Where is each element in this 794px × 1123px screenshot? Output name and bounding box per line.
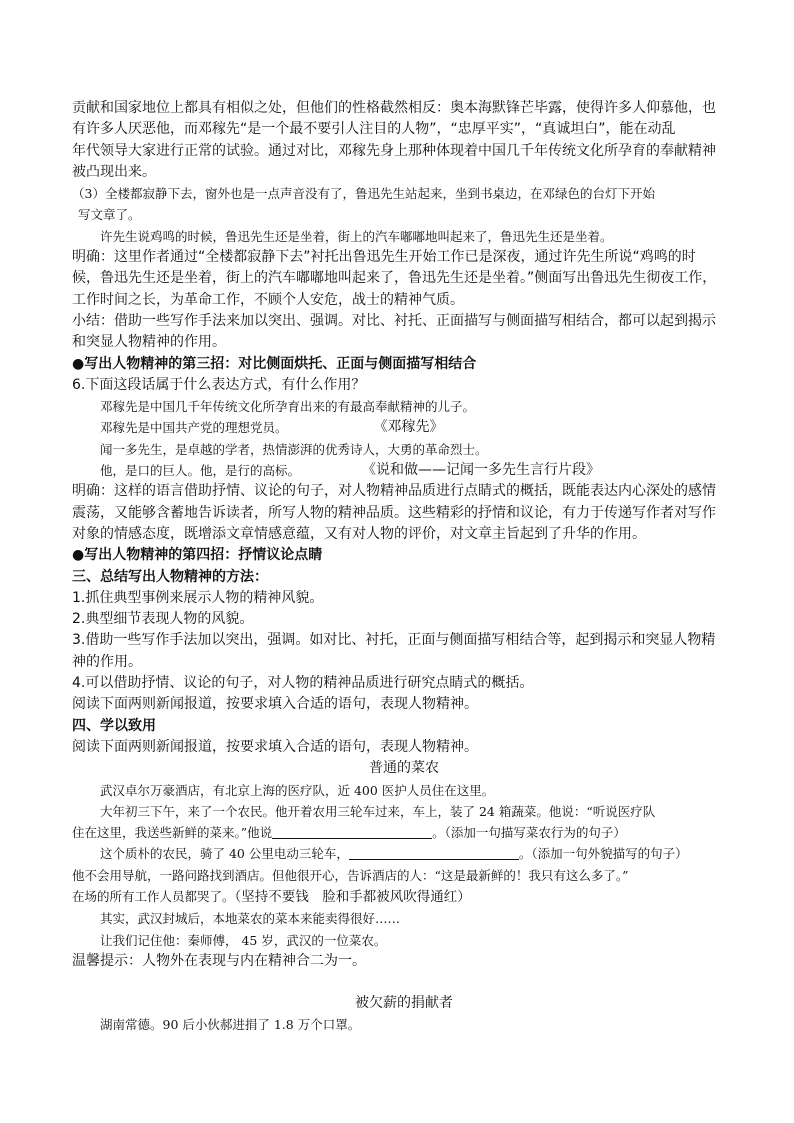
paragraph: 贡献和国家地位上都具有相似之处，但他们的性格截然相反：奥本海默锋芒毕露，使得许多人仰慕他，也 (72, 100, 716, 116)
answer-hint: （坚持不要钱 脸和手都被风吹得通红） (234, 888, 471, 905)
quote-row (72, 417, 736, 438)
quote-text: 他，是口的巨人。他，是行的高标。 (100, 463, 301, 479)
paragraph: 阅读下面两则新闻报道，按要求填入合适的语句，表现人物精神。 (72, 696, 478, 713)
paragraph: 明确：这里作者通过“全楼都寂静下去”衬托出鲁迅先生开始工作已是深夜，通过许先生所说“鸡鸣的时 (72, 249, 696, 266)
article-text: 。（添加一句外貌描写的句子） (518, 846, 688, 862)
list-item: 神的作用。 (72, 653, 142, 670)
question: 6.下面这段话属于什么表达方式，有什么作用？ (72, 376, 366, 393)
fill-in-blank[interactable] (272, 824, 432, 839)
paragraph: 年代领导大家进行正常的试验。通过对比，邓稼先身上那种体现着中国几千年传统文化所孕育的奉献精神 (72, 142, 716, 159)
quote-text: 邓稼先是中国几千年传统文化所孕育出来的有最高奉献精神的儿子。 (100, 399, 476, 415)
article-text: 在场的所有工作人员都哭了。 (72, 888, 235, 904)
list-item: 1.抓住典型事例来展示人物的精神风貌。 (72, 589, 324, 606)
paragraph: 明确：这样的语言借助抒情、议论的句子，对人物精神品质进行点睛式的概括，既能表达内心深处的感情 (72, 483, 716, 500)
article-text: 大年初三下午，来了一个农民。他开着农用三轮车过来，车上，装了 24 箱蔬菜。他说：“听说医疗队 (100, 803, 656, 819)
source-title: 《说和做——记闻一多先生言行片段》 (362, 462, 601, 479)
document-page (72, 98, 736, 1036)
article-text: 让我们记住他：秦师傅， 45 岁，武汉的一位菜农。 (100, 932, 387, 948)
paragraph: 候，鲁迅先生还是坐着，街上的汽车嘟嘟地叫起来了，鲁迅先生还是坐着。”侧面写出鲁迅先生彻夜工作， (72, 270, 717, 287)
quote-row (72, 460, 736, 481)
article-text (72, 843, 736, 864)
section-heading: 四、学以致用 (72, 717, 156, 734)
article-text (72, 886, 736, 908)
article-text: 武汉卓尔万豪酒店，有北京上海的医疗队，近 400 医护人员住在这里。 (100, 782, 495, 798)
section-heading: 三、总结写出人物精神的方法： (72, 568, 268, 585)
source-title: 《邓稼先》 (373, 419, 444, 436)
summary: 小结：借助一些写作手法来加以突出、强调。对比、衬托、正面描写与侧面描写相结合，都可以起到揭示 (72, 312, 716, 329)
fill-in-blank[interactable] (349, 845, 519, 860)
list-item: 2.典型细节表现人物的风貌。 (72, 611, 254, 628)
quote-text: 许先生说鸡鸣的时候，鲁迅先生还是坐着，街上的汽车嘟嘟地叫起来了，鲁迅先生还是坐着。 (100, 228, 613, 244)
spacer (72, 972, 736, 993)
section-heading: ●写出人物精神的第四招：抒情议论点睛 (72, 547, 323, 564)
list-item: 3.借助一些写作手法加以突出，强调。如对比、衬托，正面与侧面描写相结合等，起到揭示和突显人物精 (72, 632, 716, 649)
paragraph: 工作时间之长，为革命工作，不顾个人安危，战士的精神气质。 (72, 291, 464, 308)
article-text: 住在这里，我送些新鲜的菜来。”他说 (72, 825, 273, 841)
article-text: 他不会用导航，一路问路找到酒店。但他很开心，告诉酒店的人：“这是最新鲜的！我只有这么多了。” (72, 867, 629, 883)
summary: 和突显人物精神的作用。 (72, 334, 226, 351)
tip: 温馨提示：人物外在表现与内在精神合二为一。 (72, 952, 366, 969)
quote-text: （3）全楼都寂静下去，窗外也是一点声音没有了，鲁迅先生站起来，坐到书桌边，在邓绿色的台灯下开始 (72, 186, 655, 202)
list-item: 4.可以借助抒情、议论的句子，对人物的精神品质进行研究点睛式的概括。 (72, 675, 534, 692)
paragraph: 有许多人厌恶他，而邓稼先“是一个最不要引人注目的人物”，“忠厚平实”，“真诚坦白”，能在动乱 (72, 121, 676, 138)
quote-text: 闻一多先生，是卓越的学者，热情澎湃的优秀诗人，大勇的革命烈士。 (100, 441, 488, 457)
article-text: 这个质朴的农民，骑了 40 公里电动三轮车， (100, 846, 349, 862)
paragraph: 阅读下面两则新闻报道，按要求填入合适的语句，表现人物精神。 (72, 738, 478, 755)
section-heading: ●写出人物精神的第三招：对比侧面烘托、正面与侧面描写相结合 (72, 355, 477, 372)
paragraph: 对象的情感态度，既增添文章情感意蕴，又有对人物的评价，对文章主旨起到了升华的作用。 (72, 525, 646, 542)
article-text: 湖南常德。90 后小伙郝进捐了 1.8 万个口罩。 (100, 1017, 361, 1033)
article-title: 被欠薪的捐献者 (355, 995, 453, 1012)
quote-text: 邓稼先是中国共产党的理想党员。 (100, 420, 288, 436)
article-text: 其实，武汉封城后，本地菜农的菜本来能卖得很好…… (100, 911, 401, 927)
paragraph: 被凸现出来。 (72, 163, 156, 180)
quote-text: 写文章了。 (78, 207, 141, 223)
paragraph: 震荡，又能够含蓄地告诉读者，所写人物的精神品质。这些精彩的抒情和议论，有力于传递写作者对写作 (72, 504, 716, 521)
article-title: 普通的菜农 (369, 760, 439, 777)
article-text: 。（添加一句描写菜农行为的句子） (432, 825, 626, 841)
article-text (72, 822, 736, 843)
